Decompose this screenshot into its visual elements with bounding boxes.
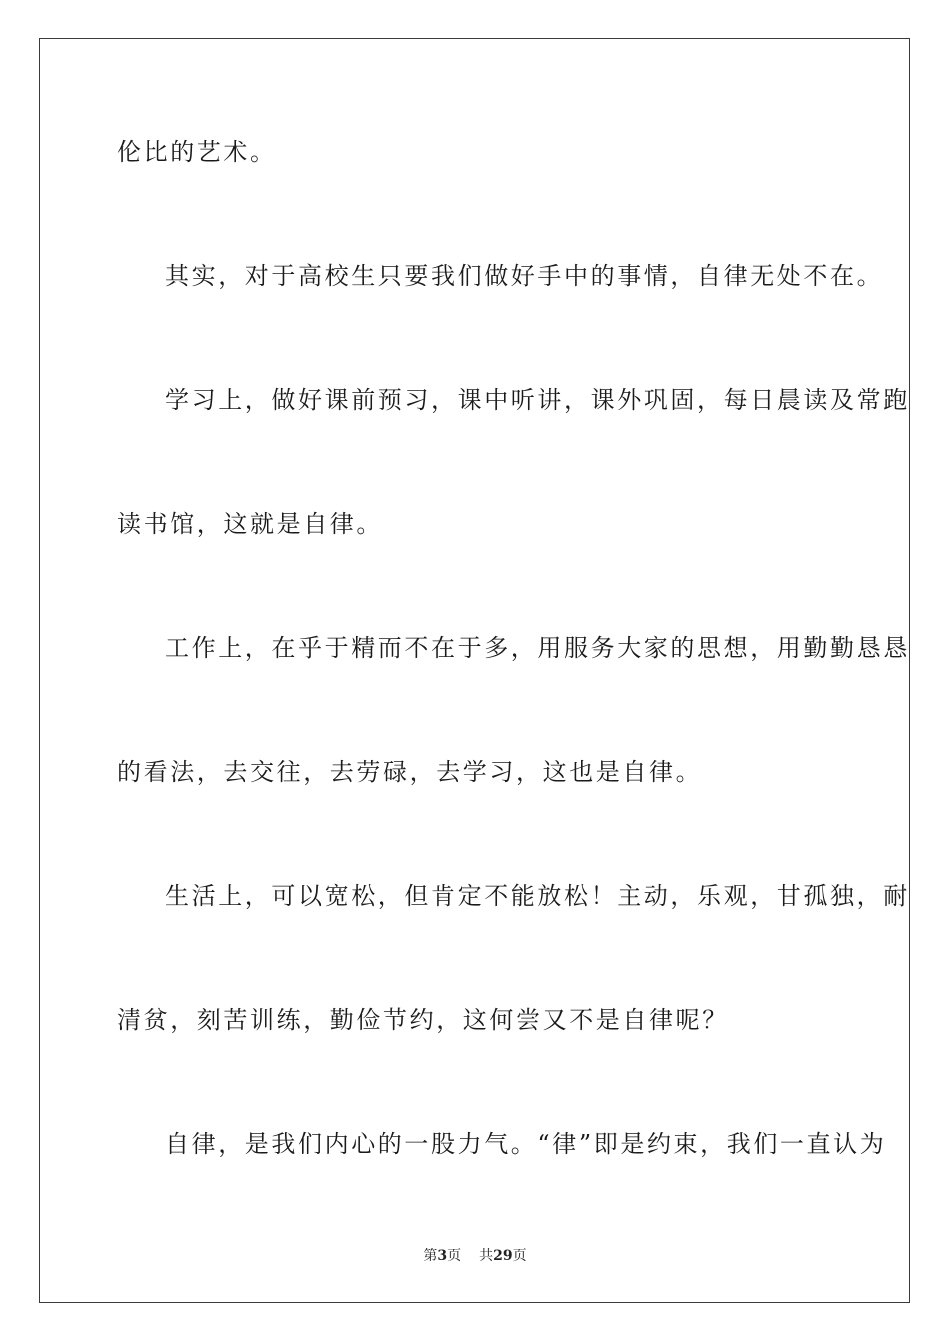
- page-footer: [0, 1247, 950, 1265]
- paragraph-line-8: 清贫，刻苦训练，勤俭节约，这何尝又不是自律呢？: [117, 1006, 729, 1034]
- paragraph-line-4: 读书馆，这就是自律。: [117, 510, 383, 538]
- page-border: [39, 38, 910, 1303]
- paragraph-line-2: 其实，对于高校生只要我们做好手中的事情，自律无处不在。: [165, 262, 884, 290]
- footer-total-pages: 29: [493, 1248, 513, 1264]
- footer-total-prefix: 共: [479, 1248, 494, 1264]
- footer-total-suffix: 页: [512, 1248, 527, 1264]
- paragraph-line-5: 工作上，在乎于精而不在于多，用服务大家的思想，用勤勤恳恳: [165, 634, 910, 662]
- footer-page-prefix: 第: [423, 1248, 438, 1264]
- paragraph-line-7: 生活上，可以宽松，但肯定不能放松！主动，乐观，甘孤独，耐: [165, 882, 910, 910]
- paragraph-line-9: 自律，是我们内心的一股力气。“律”即是约束，我们一直认为: [165, 1130, 887, 1158]
- text-line-1: 伦比的艺术。: [117, 138, 277, 166]
- paragraph-line-3: 学习上，做好课前预习，课中听讲，课外巩固，每日晨读及常跑: [165, 386, 910, 414]
- footer-page-suffix: 页: [447, 1248, 462, 1264]
- footer-page-number: 3: [437, 1248, 448, 1264]
- paragraph-line-6: 的看法，去交往，去劳碌，去学习，这也是自律。: [117, 758, 703, 786]
